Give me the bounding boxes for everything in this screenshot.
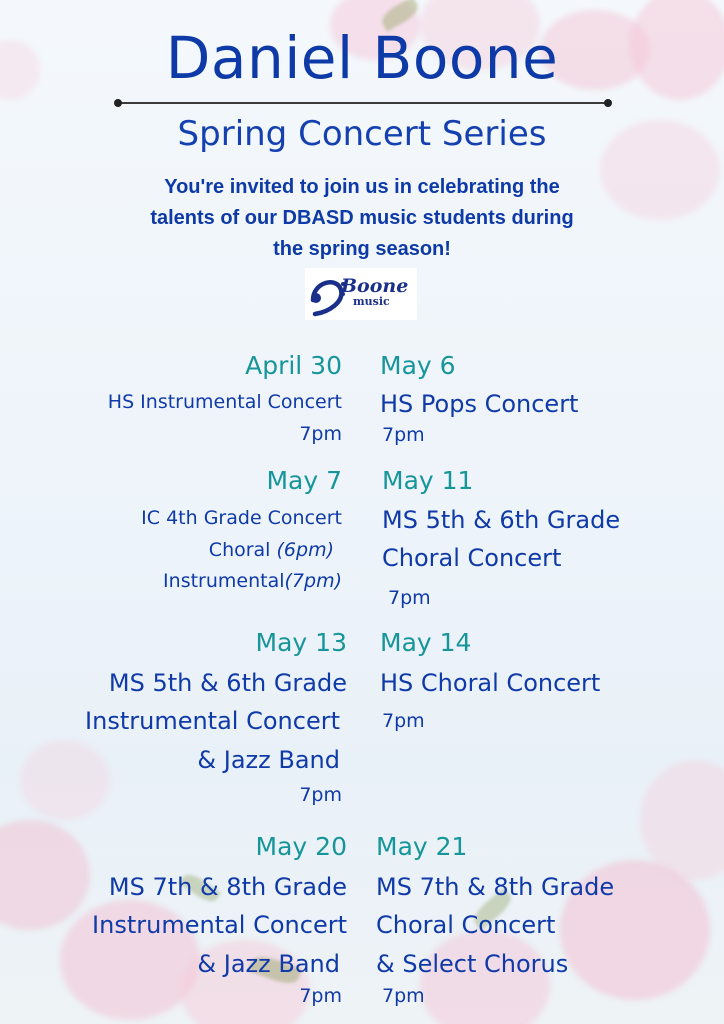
concert-date: May 13	[255, 628, 347, 657]
intro-line: the spring season!	[273, 238, 451, 260]
concert-time: 7pm	[382, 424, 425, 446]
concert-title: Instrumental Concert	[85, 707, 340, 735]
concert-title: MS 7th & 8th Grade	[376, 873, 615, 901]
concert-date: May 7	[266, 466, 342, 495]
session-time: (7pm)	[284, 570, 342, 592]
concert-title: HS Choral Concert	[380, 669, 601, 697]
intro-line: talents of our DBASD music students during	[150, 207, 574, 229]
concert-date: May 14	[380, 628, 472, 657]
concert-time: 7pm	[382, 985, 425, 1007]
concert-title: Choral Concert	[382, 544, 562, 572]
divider-dot-left	[114, 99, 122, 107]
page-subtitle: Spring Concert Series	[177, 114, 547, 154]
concert-title: MS 5th & 6th Grade	[382, 506, 621, 534]
session-name: Choral	[208, 539, 277, 561]
concert-title: Choral Concert	[376, 911, 556, 939]
concert-time: 7pm	[388, 587, 431, 609]
concert-title: IC 4th Grade Concert	[141, 507, 342, 529]
concert-title: Instrumental Concert	[92, 911, 347, 939]
boone-music-logo	[305, 268, 417, 320]
intro-text	[60, 172, 664, 265]
concert-time: 7pm	[299, 985, 342, 1007]
concert-date: May 6	[380, 351, 456, 380]
concert-date: May 20	[255, 832, 347, 861]
intro-line: You're invited to join us in celebrating the	[164, 176, 560, 198]
concert-date: April 30	[245, 351, 342, 380]
concert-title: MS 5th & 6th Grade	[108, 669, 347, 697]
concert-title: MS 7th & 8th Grade	[108, 873, 347, 901]
concert-title: HS Pops Concert	[380, 390, 579, 418]
page-title: Daniel Boone	[165, 24, 559, 92]
concert-title: & Jazz Band	[197, 746, 340, 774]
concert-title: & Select Chorus	[376, 950, 569, 978]
session-time: (6pm)	[276, 539, 334, 561]
concert-time: 7pm	[382, 710, 425, 732]
session-instrumental	[163, 568, 342, 594]
session-name: Instrumental	[163, 570, 285, 592]
concert-time: 7pm	[299, 784, 342, 806]
concert-date: May 21	[376, 832, 468, 861]
logo-word: Boone	[341, 275, 409, 297]
session-choral	[209, 537, 334, 563]
concert-time: 7pm	[299, 423, 342, 445]
title-divider	[118, 102, 608, 104]
concert-title: & Jazz Band	[197, 950, 340, 978]
divider-dot-right	[604, 99, 612, 107]
concert-date: May 11	[382, 466, 474, 495]
logo-subtext: music	[353, 295, 390, 308]
concert-title: HS Instrumental Concert	[107, 391, 342, 413]
